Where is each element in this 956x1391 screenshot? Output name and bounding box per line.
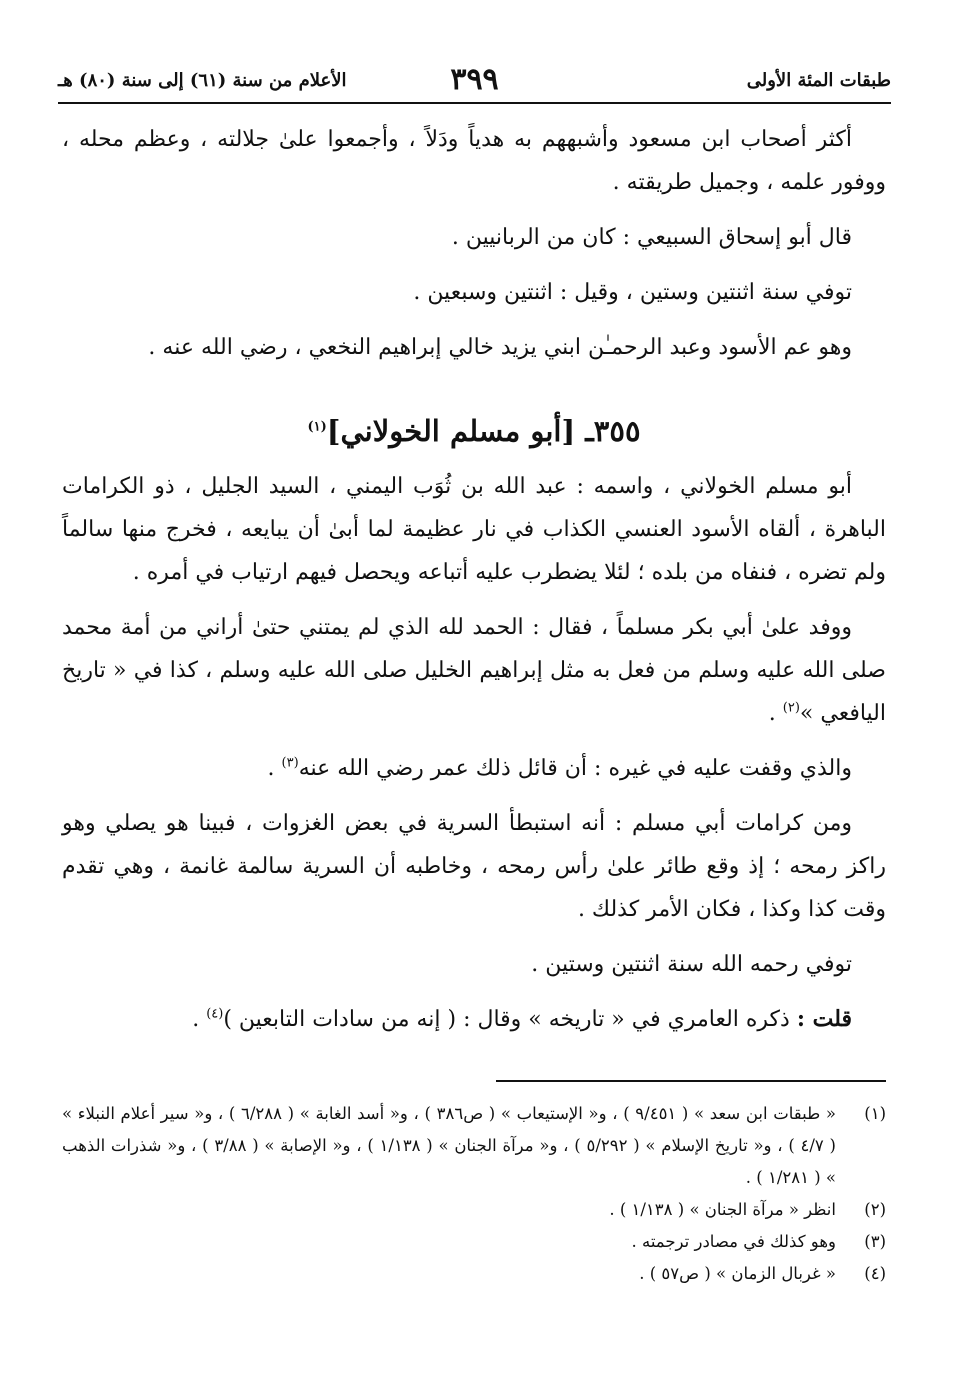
- paragraph: أكثر أصحاب ابن مسعود وأشبههم به هدياً ودَلاً ، وأجمعوا علىٰ جلالته ، وعظم محله ، ووفور علمه ، وجميل طريقته .: [62, 127, 886, 195]
- paragraph: توفي سنة اثنتين وستين ، وقيل : اثنتين وسبعين .: [413, 280, 852, 305]
- footnote: [62, 1098, 886, 1194]
- footnotes: [62, 1098, 886, 1290]
- paragraph: ومن كرامات أبي مسلم : أنه استبطأ السرية في بعض الغزوات ، فبينا هو يصلي وهو راكز رمحه ؛ إذ وقع طائر علىٰ رأس رمحه ، وخاطبه أن السرية سالمة غانمة ، وهي تقدم وقت كذا وكذا ، فكان الأمر كذلك .: [62, 811, 886, 922]
- entry-heading: [62, 411, 886, 451]
- paragraph-end: .: [768, 701, 783, 726]
- footnote-divider: [496, 1080, 886, 1082]
- footnote-text: « طبقات ابن سعد » ( ٩/٤٥١ ) ، و« الإستيعاب » ( ص٣٨٦ ) ، و« أسد الغابة » ( ٦/٢٨٨ ) ، و« سير أعلام النبلاء » ( ٤/٧ ) ، و« تاريخ الإسلام » ( ٥/٢٩٢ ) ، و« مرآة الجنان » ( ١/١٣٨ ) ، و« الإصابة » ( ٣/٨٨ ) ، و« شذرات الذهب » ( ١/٢٨١ ) .: [62, 1104, 836, 1187]
- paragraph-text: ذكره العامري في « تاريخه » وقال : ( إنه من سادات التابعين ): [223, 1007, 797, 1032]
- footnote: [62, 1226, 886, 1258]
- page-number: ٣٩٩: [450, 62, 499, 97]
- footnote: [62, 1194, 886, 1226]
- paragraph-text: والذي وقفت عليه في غيره : أن قائل ذلك عمر رضي الله عنه: [298, 756, 852, 781]
- footnote-marker: (٣): [281, 755, 299, 771]
- paragraph-lead: قلت :: [796, 1006, 852, 1032]
- footnote-marker: (٤): [206, 1006, 224, 1022]
- header-book-title: طبقات المئة الأولى: [746, 69, 891, 91]
- footnote-text: انظر « مرآة الجنان » ( ١/١٣٨ ) .: [609, 1200, 836, 1219]
- footnote-number: (٣): [864, 1232, 886, 1251]
- paragraph: [62, 747, 886, 790]
- header-section-title: الأعلام من سنة (٦١) إلى سنة (٨٠) هـ: [58, 69, 347, 91]
- footnote-marker: (١): [307, 419, 327, 435]
- paragraph: [62, 998, 886, 1041]
- paragraph-end: .: [267, 756, 282, 781]
- page-header: [58, 58, 891, 104]
- paragraph: أبو مسلم الخولاني ، واسمه : عبد الله بن ثُوَب اليمني ، السيد الجليل ، ذو الكرامات الباهرة ، ألقاه الأسود العنسي الكذاب في نار عظيمة لما أبىٰ أن يبايعه ، فخرج منها سالماً ولم تضره ، فنفاه من بلده ؛ لئلا يضطرب عليه أتباعه ويحصل فيهم ارتياب في أمره .: [62, 474, 886, 585]
- footnote-marker: (٢): [782, 700, 800, 716]
- footnote-text: وهو كذلك في مصادر ترجمته .: [631, 1232, 836, 1251]
- footnote-number: (٢): [864, 1200, 886, 1219]
- paragraph: قال أبو إسحاق السبيعي : كان من الربانيين .: [451, 225, 852, 250]
- main-text: [62, 118, 886, 1041]
- paragraph: وهو عم الأسود وعبد الرحمـٰن ابني يزيد خالي إبراهيم النخعي ، رضي الله عنه .: [148, 335, 852, 360]
- paragraph: توفي رحمه الله سنة اثنتين وستين .: [531, 952, 852, 977]
- paragraph: [62, 606, 886, 735]
- footnote: [62, 1258, 886, 1290]
- paragraph-end: .: [192, 1007, 207, 1032]
- footnote-number: (٤): [864, 1264, 886, 1283]
- footnote-text: « غربال الزمان » ( ص٥٧ ) .: [639, 1264, 836, 1283]
- footnote-number: (١): [864, 1104, 886, 1123]
- paragraph-text: ووفد علىٰ أبي بكر مسلماً ، فقال : الحمد لله الذي لم يمتني حتىٰ أراني من أمة محمد صلى الله عليه وسلم من فعل به مثل إبراهيم الخليل صلى الله عليه وسلم ، كذا في « تاريخ اليافعي »: [62, 615, 886, 726]
- entry-title: ٣٥٥ـ [أبو مسلم الخولاني]: [326, 414, 641, 448]
